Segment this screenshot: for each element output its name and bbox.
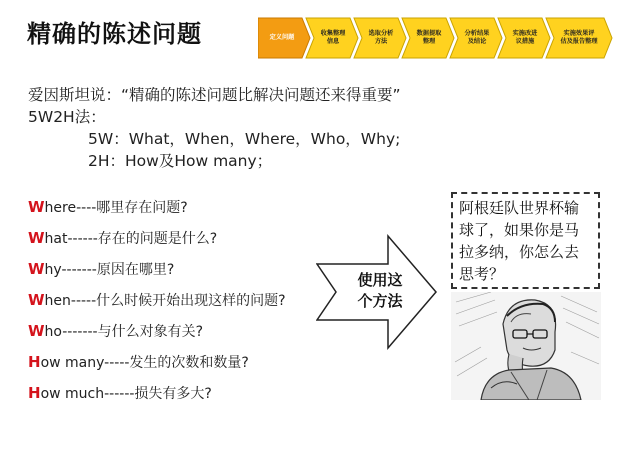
arrow-caption	[346, 270, 414, 312]
item-text: hat------存在的问题是什么?	[44, 231, 218, 247]
list-item-what	[28, 223, 286, 254]
item-text: ho-------与什么对象有关?	[44, 324, 204, 340]
einstein-quote: 爱因斯坦说：“精确的陈述问题比解决问题还来得重要”	[28, 86, 401, 104]
item-initial: H	[28, 353, 41, 371]
step-5-line-1: 分析结果	[464, 30, 490, 37]
process-flow-bar	[258, 16, 613, 60]
item-text: here----哪里存在问题?	[44, 200, 188, 216]
process-step-1	[260, 16, 304, 60]
step-3-line-1: 选取分析	[368, 30, 394, 37]
list-item-where	[28, 192, 286, 223]
step-3-line-2: 方法	[374, 38, 388, 45]
step-6-line-1: 实施改进	[512, 30, 538, 37]
item-initial: W	[28, 198, 45, 216]
step-2-line-2: 信息	[326, 38, 340, 45]
item-initial: W	[28, 322, 45, 340]
step-4-line-2: 整理	[422, 38, 436, 45]
step-6-line-2: 议措施	[515, 38, 535, 45]
arrow-caption-line-2: 个方法	[357, 292, 403, 310]
step-4-line-1: 数据提取	[416, 30, 442, 37]
process-step-7	[552, 16, 606, 60]
process-step-5	[456, 16, 498, 60]
list-item-who	[28, 316, 286, 347]
two-h-line: 2H：How及How many；	[88, 152, 273, 170]
process-step-6	[504, 16, 546, 60]
process-step-2	[312, 16, 354, 60]
step-2-line-1: 收集整理	[320, 30, 346, 37]
item-text: ow much------损失有多大?	[40, 386, 212, 402]
step-5-line-2: 及结论	[467, 38, 487, 45]
list-item-why	[28, 254, 286, 285]
item-text: hen-----什么时候开始出现这样的问题?	[44, 293, 286, 309]
item-initial: W	[28, 229, 45, 247]
maradona-question-box: 阿根廷队世界杯输球了，如果你是马拉多纳，你怎么去思考？	[451, 192, 600, 289]
step-7-line-2: 估及报告整理	[560, 38, 598, 45]
item-initial: W	[28, 291, 45, 309]
item-text: ow many-----发生的次数和数量?	[40, 355, 249, 371]
list-item-when	[28, 285, 286, 316]
item-text: hy-------原因在哪里?	[44, 262, 175, 278]
thinking-man-sketch	[451, 292, 601, 400]
five-w-line: 5W：What，When，Where，Who，Why;	[88, 130, 401, 148]
arrow-caption-line-1: 使用这	[357, 271, 403, 289]
item-initial: W	[28, 260, 45, 278]
step-1-line-1: 定义问题	[269, 34, 295, 41]
einstein-quote-block	[28, 84, 401, 172]
list-item-how-much	[28, 378, 286, 409]
step-7-line-1: 实施效果评	[563, 30, 595, 37]
slide-title: 精确的陈述问题	[27, 20, 202, 48]
item-initial: H	[28, 384, 41, 402]
process-step-3	[360, 16, 402, 60]
method-heading: 5W2H法：	[28, 108, 106, 126]
list-item-how-many	[28, 347, 286, 378]
process-step-4	[408, 16, 450, 60]
5w2h-question-list	[28, 192, 286, 409]
